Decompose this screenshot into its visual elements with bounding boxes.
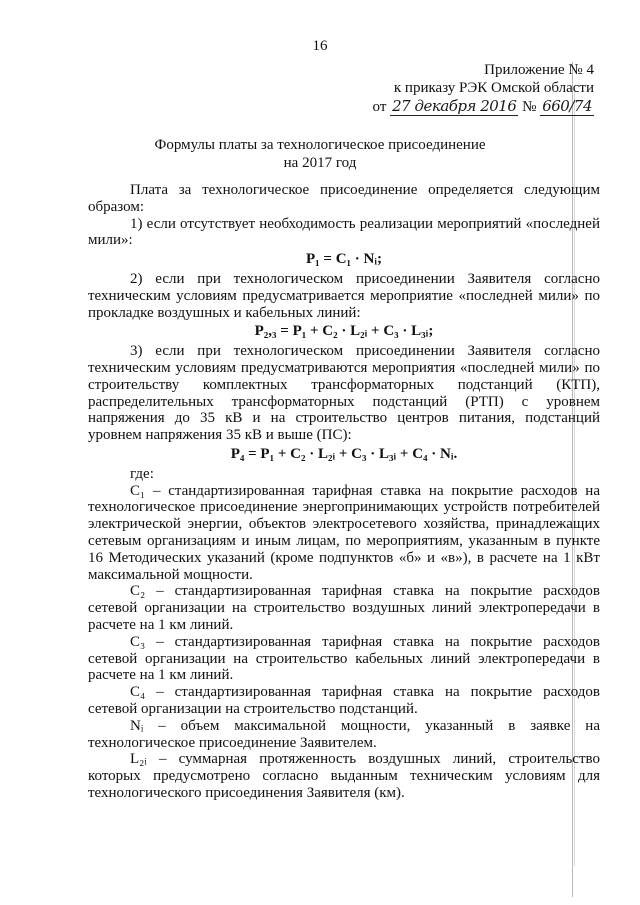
number-prefix: № <box>522 99 537 115</box>
formula-p23: P₂,₃ = P₁ + C₂ · L₂ᵢ + C₃ · L₃ᵢ; <box>254 323 434 340</box>
definition-l2i: L₂ᵢ – суммарная протяженность воздушных линий, строительство которых предусмотрено согласно выданным техническим условиям для технологического присоединения Заявителя (км). <box>88 751 600 801</box>
handwritten-date: 27 декабря 2016 <box>392 97 517 115</box>
intro-paragraph: Плата за технологическое присоединение определяется следующим образом: <box>88 182 600 215</box>
case-1-paragraph: 1) если отсутствует необходимость реализации мероприятий «последней мили»: <box>88 215 600 249</box>
case-3-paragraph: 3) если при технологическом присоединении Заявителя согласно техническим условиям предусматриваются мероприятия «последней мили» по строительству комплектных трансформаторных подстанций (КТП), распределительных трансформаторных подстанций (РТП) с уровнем напряжения до 35 кВ и на строительство центров питания, подстанций уровнем напряжения 35 кВ и выше (ПС): <box>88 343 600 444</box>
definition-c4: C₄ – стандартизированная тарифная ставка на покрытие расходов сетевой организации на строительство подстанций. <box>88 684 600 717</box>
case-2-paragraph: 2) если при технологическом присоединении Заявителя согласно техническим условиям предусматривается мероприятие «последней мили» по прокладке воздушных и кабельных линий: <box>88 270 600 321</box>
definition-c2: C₂ – стандартизированная тарифная ставка на покрытие расходов сетевой организации на строительство воздушных линий электропередачи в расчете на 1 км линий. <box>88 583 600 633</box>
handwritten-number: 660/74 <box>542 97 592 115</box>
definition-c3: C₃ – стандартизированная тарифная ставка на покрытие расходов сетевой организации на строительство кабельных линий электропередачи в расчете на 1 км линий. <box>88 633 600 684</box>
appendix-order: к приказу РЭК Омской области <box>393 80 594 96</box>
definition-c1: C₁ – стандартизированная тарифная ставка на покрытие расходов на технологическое присоединение энергопринимающих устройств потребителей электрической энергии, объектов электросетевого хозяйства, принадлежащих сетевым организациям и иным лицам, по мероприятиям, указанным в пункте 16 Методических указаний (кроме подпунктов «б» и «в»), в расчете на 1 кВт максимальной мощности. <box>88 482 600 583</box>
page-number: 16 <box>312 38 328 54</box>
date-prefix: от <box>372 99 387 115</box>
formula-p4: P₄ = P₁ + C₂ · L₂ᵢ + C₃ · L₃ᵢ + C₄ · Nᵢ. <box>230 445 458 462</box>
where-label: где: <box>130 465 154 482</box>
document-title <box>0 136 640 172</box>
formula-p1: P₁ = C₁ · Nᵢ; <box>305 251 383 268</box>
title-line-2: на 2017 год <box>283 155 357 171</box>
document-body <box>88 182 600 802</box>
definition-ni: Nᵢ – объем максимальной мощности, указанный в заявке на технологическое присоединение Заявителем. <box>88 717 600 751</box>
title-line-1: Формулы платы за технологическое присоединение <box>154 137 486 153</box>
appendix-date-line <box>373 97 594 116</box>
appendix-title: Приложение № 4 <box>484 62 594 78</box>
appendix-header <box>373 61 594 116</box>
